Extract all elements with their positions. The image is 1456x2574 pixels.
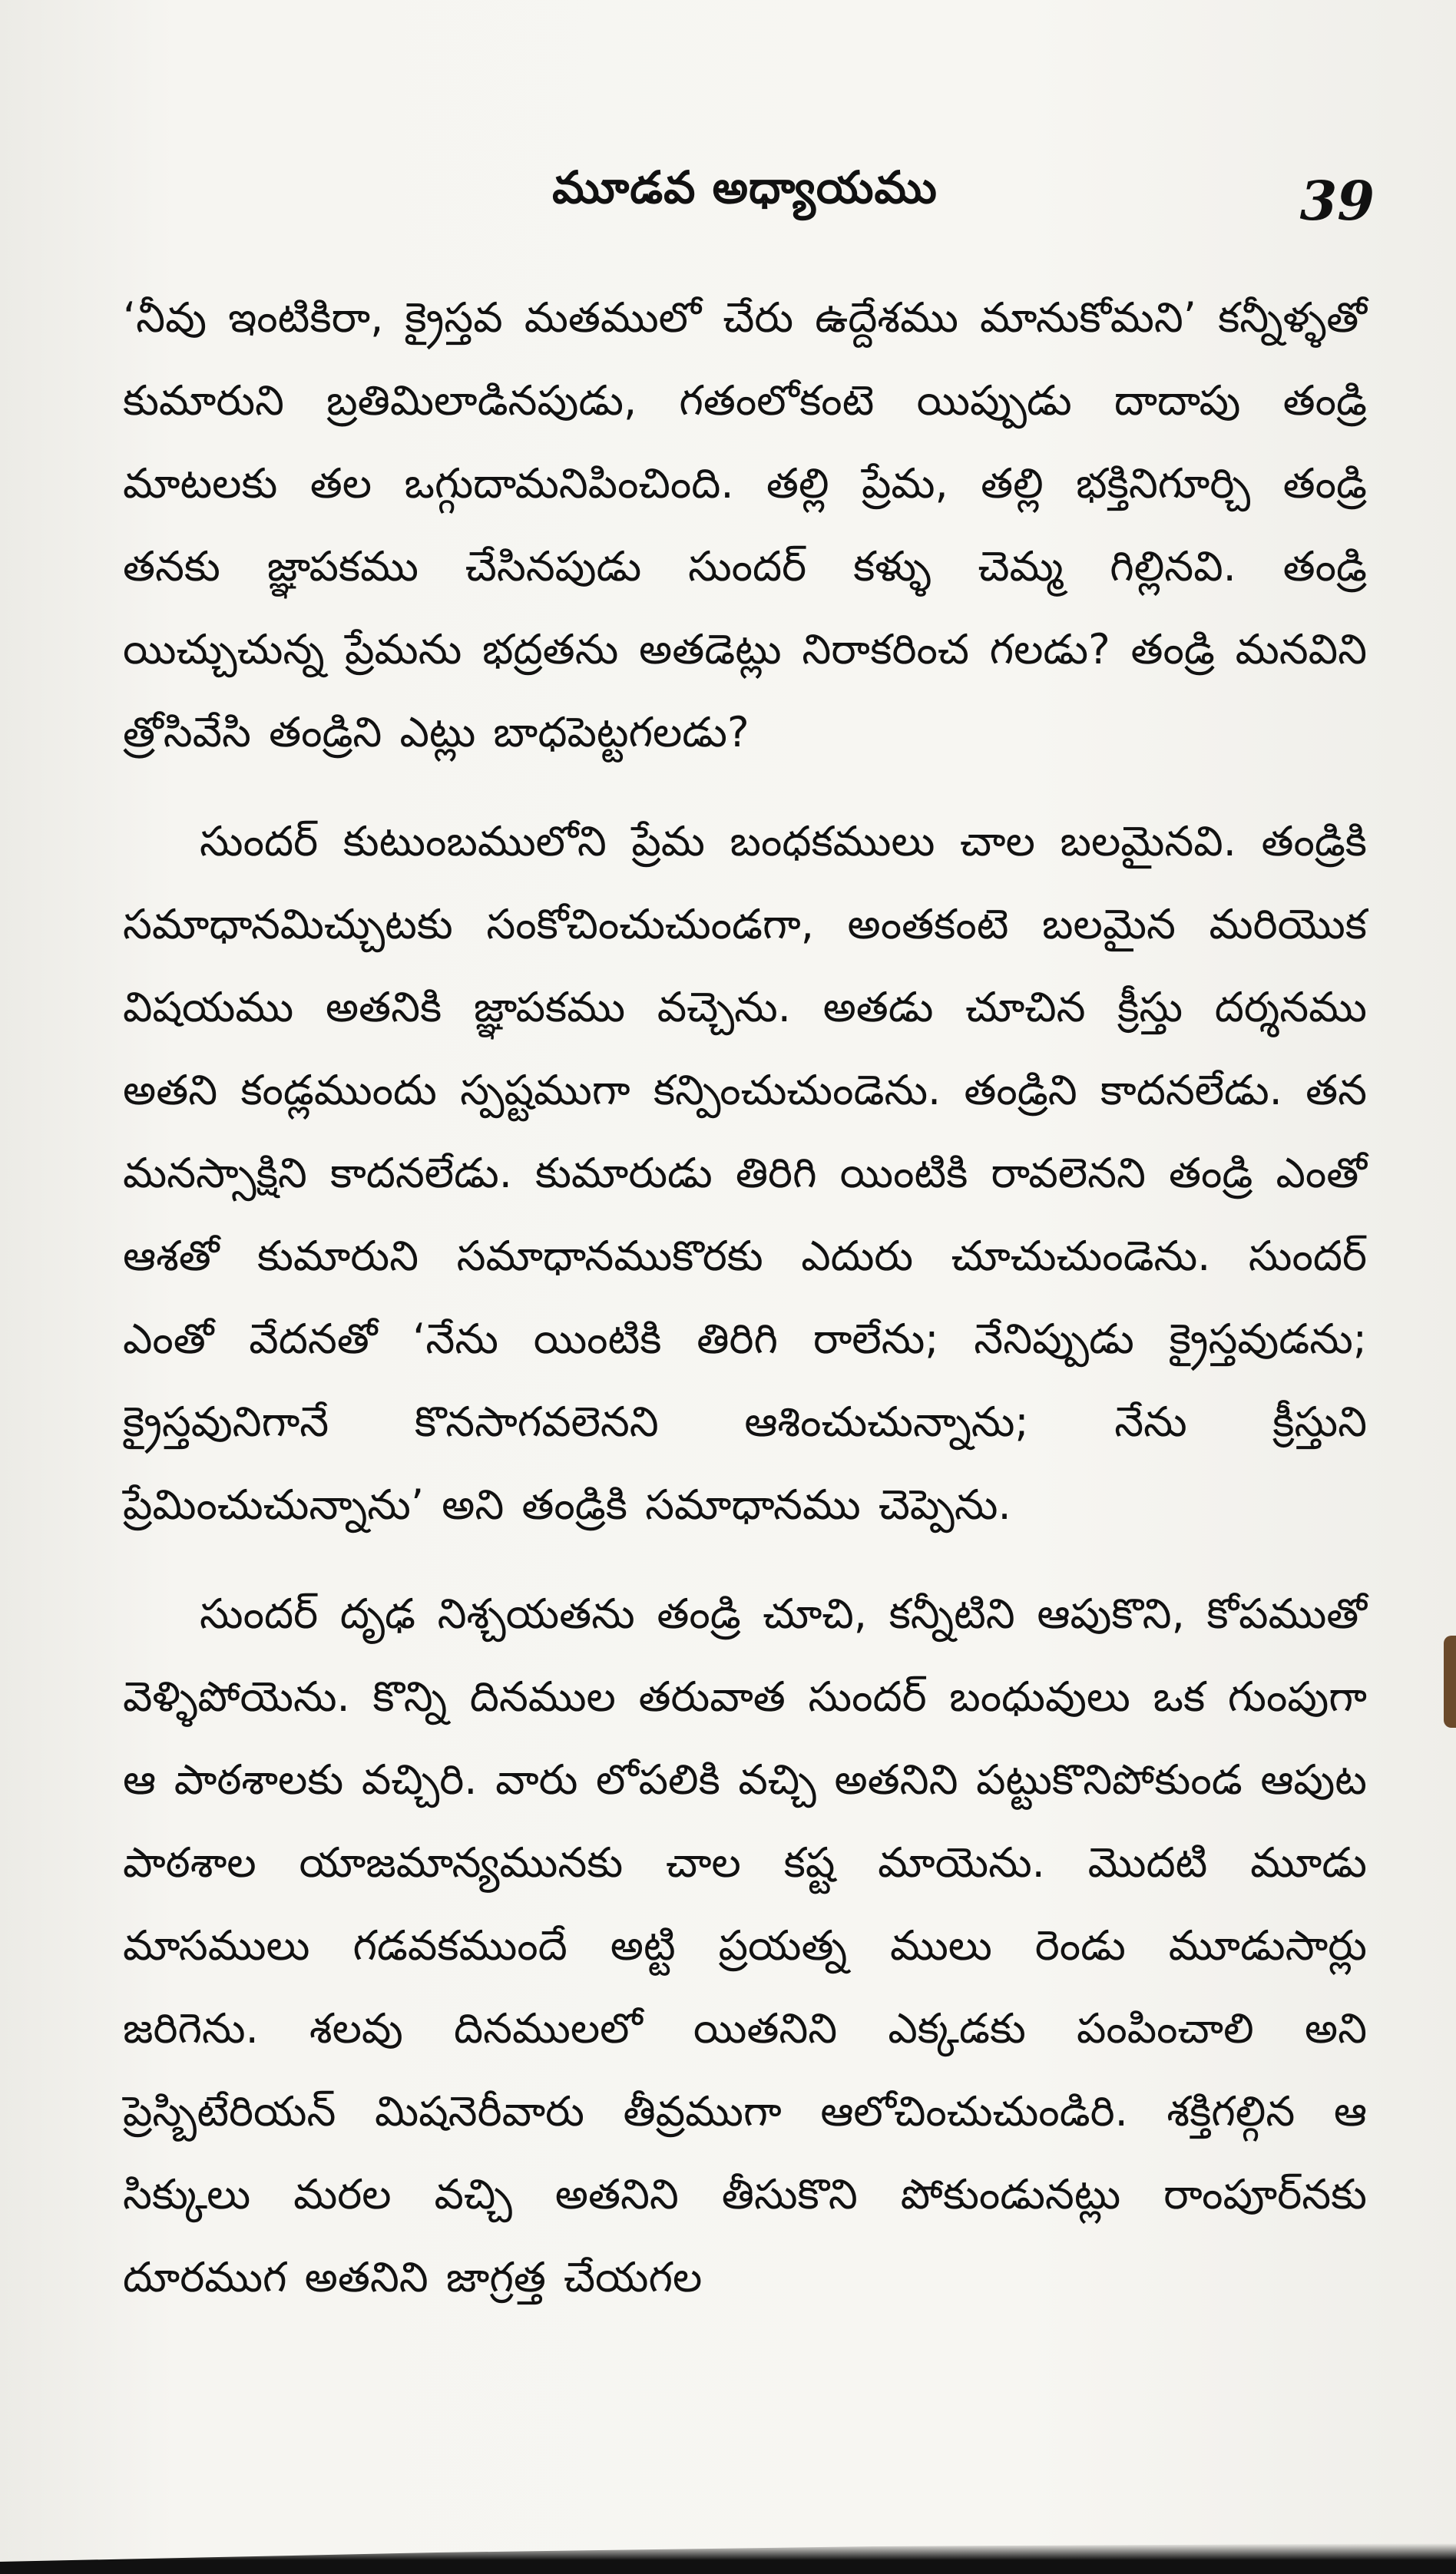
page-header — [115, 154, 1375, 238]
page-bottom-edge — [0, 2543, 1456, 2574]
paragraph-2: సుందర్ కుటుంబములోని ప్రేమ బంధకములు చాల బలమైనవి. తండ్రికి సమాధానమిచ్చుటకు సంకోచించుచుండగా, అంతకంటె బలమైన మరియొక విషయము అతనికి జ్ఞాపకము వచ్చెను. అతడు చూచిన క్రీస్తు దర్శనము అతని కండ్లముందు స్పష్టముగా కన్పించుచుండెను. తండ్రిని కాదనలేడు. తన మనస్సాక్షిని కాదనలేడు. కుమారుడు తిరిగి యింటికి రావలెనని తండ్రి ఎంతో ఆశతో కుమారుని సమాధానముకొరకు ఎదురు చూచుచుండెను. సుందర్ ఎంతో వేదనతో ‘నేను యింటికి తిరిగి రాలేను; నేనిప్పుడు క్రైస్తవుడను; క్రైస్తవునిగానే కొనసాగవలెనని ఆశించుచున్నాను; నేను క్రీస్తుని ప్రేమించుచున్నాను’ అని తండ్రికి సమాధానము చెప్పెను. — [123, 817, 1367, 1529]
paragraph-3: సుందర్ దృఢ నిశ్చయతను తండ్రి చూచి, కన్నీటిని ఆపుకొని, కోపముతో వెళ్ళిపోయెను. కొన్ని దినముల తరువాత సుందర్ బంధువులు ఒక గుంపుగా ఆ పాఠశాలకు వచ్చిరి. వారు లోపలికి వచ్చి అతనిని పట్టుకొనిపోకుండ ఆపుట పాఠశాల యాజమాన్యమునకు చాల కష్ట మాయెను. మొదటి మూడు మాసములు గడవకముందే అట్టి ప్రయత్న ములు రెండు మూడుసార్లు జరిగెను. శలవు దినములలో యితనిని ఎక్కడకు పంపించాలి అని ప్రెస్బిటేరియన్ మిషనెరీవారు తీవ్రముగా ఆలోచించుచుండిరి. శక్తిగల్గిన ఆ సిక్కులు మరల వచ్చి అతనిని తీసుకొని పోకుండునట్లు రాంపూర్‌నకు దూరముగ అతనిని జాగ్రత్త చేయగల — [123, 1590, 1367, 2301]
chapter-title: మూడవ అధ్యాయము — [552, 161, 938, 213]
page-edge-thumb-shadow — [1444, 1636, 1456, 1728]
paragraph-1: ‘నీవు ఇంటికిరా, క్రైస్తవ మతములో చేరు ఉద్దేశము మానుకోమని’ కన్నీళ్ళతో కుమారుని బ్రతిమిలాడినపుడు, గతంలోకంటె యిప్పుడు దాదాపు తండ్రి మాటలకు తల ఒగ్గుదామనిపించింది. తల్లి ప్రేమ, తల్లి భక్తినిగూర్చి తండ్రి తనకు జ్ఞాపకము చేసినపుడు సుందర్ కళ్ళు చెమ్మ గిల్లినవి. తండ్రి యిచ్చుచున్న ప్రేమను భద్రతను అతడెట్లు నిరాకరించ గలడు? తండ్రి మనవిని త్రోసివేసి తండ్రిని ఎట్లు బాధపెట్టగలడు? — [123, 293, 1367, 756]
page-number: 39 — [1299, 169, 1375, 233]
body-text — [123, 276, 1367, 2345]
